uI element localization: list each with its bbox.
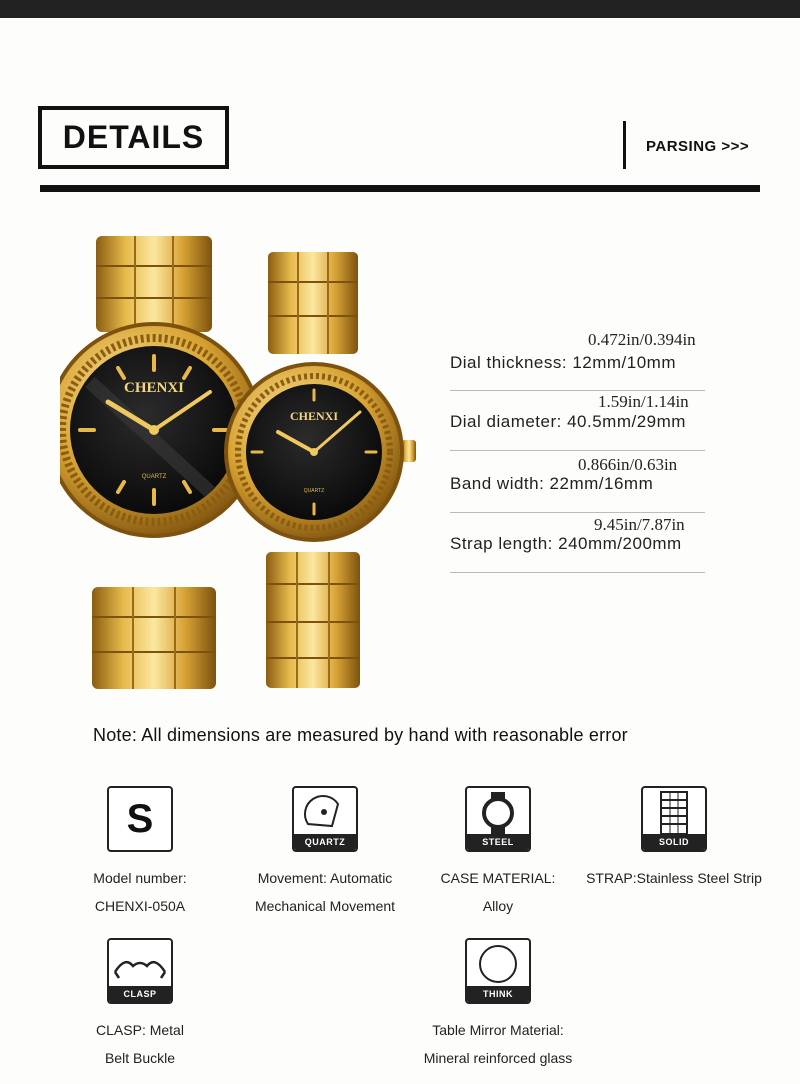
large-watch-dial-label: QUARTZ	[141, 474, 167, 480]
feature-text: CASE MATERIAL: Alloy	[440, 870, 556, 914]
parsing-link[interactable]: PARSING >>>	[646, 138, 750, 155]
spec-metric: Band width: 22mm/16mm	[450, 474, 654, 493]
feature-model-number	[50, 786, 230, 920]
top-bar	[0, 0, 800, 18]
feature-text: STRAP:Stainless Steel Strip	[586, 870, 762, 886]
feature-text: CLASP: Metal Belt Buckle	[96, 1022, 184, 1066]
header-divider	[623, 121, 626, 169]
measurement-note: Note: All dimensions are measured by hand with reasonable error	[93, 725, 628, 745]
clasp-icon: CLASP	[107, 938, 173, 1004]
small-watch	[224, 252, 416, 688]
spec-inches: 1.59in/1.14in	[598, 392, 689, 411]
spec-inches: 0.472in/0.394in	[588, 330, 696, 349]
feature-movement	[235, 786, 415, 920]
spec-metric: Strap length: 240mm/200mm	[450, 534, 682, 553]
feature-strap	[584, 786, 764, 892]
spec-divider	[450, 572, 705, 573]
quartz-movement-icon: QUARTZ	[292, 786, 358, 852]
feature-case-material	[408, 786, 588, 920]
feature-text: Table Mirror Material: Mineral reinforced glass	[423, 1022, 573, 1066]
feature-text: Movement: Automatic Mechanical Movement	[254, 870, 396, 914]
steel-case-icon: STEEL	[465, 786, 531, 852]
small-watch-brand: CHENXI	[289, 409, 339, 423]
feature-clasp	[50, 938, 230, 1072]
page-title: DETAILS	[62, 119, 205, 155]
spec-divider	[450, 390, 705, 391]
spec-divider	[450, 512, 705, 513]
solid-strap-icon: SOLID	[641, 786, 707, 852]
small-watch-dial-label: QUARTZ	[303, 488, 325, 494]
think-glass-icon: THINK	[465, 938, 531, 1004]
feature-text: Model number: CHENXI-050A	[93, 870, 187, 914]
feature-glass	[408, 938, 588, 1072]
details-title-box	[38, 106, 229, 169]
watch-pair-image	[60, 232, 430, 692]
spec-inches: 0.866in/0.63in	[578, 455, 678, 474]
large-watch-brand: CHENXI	[123, 380, 185, 396]
spec-metric: Dial diameter: 40.5mm/29mm	[450, 412, 686, 431]
spec-divider	[450, 450, 705, 451]
spec-inches: 9.45in/7.87in	[594, 515, 685, 534]
header-rule	[40, 185, 760, 192]
letter-s-icon: S	[107, 786, 173, 852]
spec-metric: Dial thickness: 12mm/10mm	[450, 353, 677, 372]
